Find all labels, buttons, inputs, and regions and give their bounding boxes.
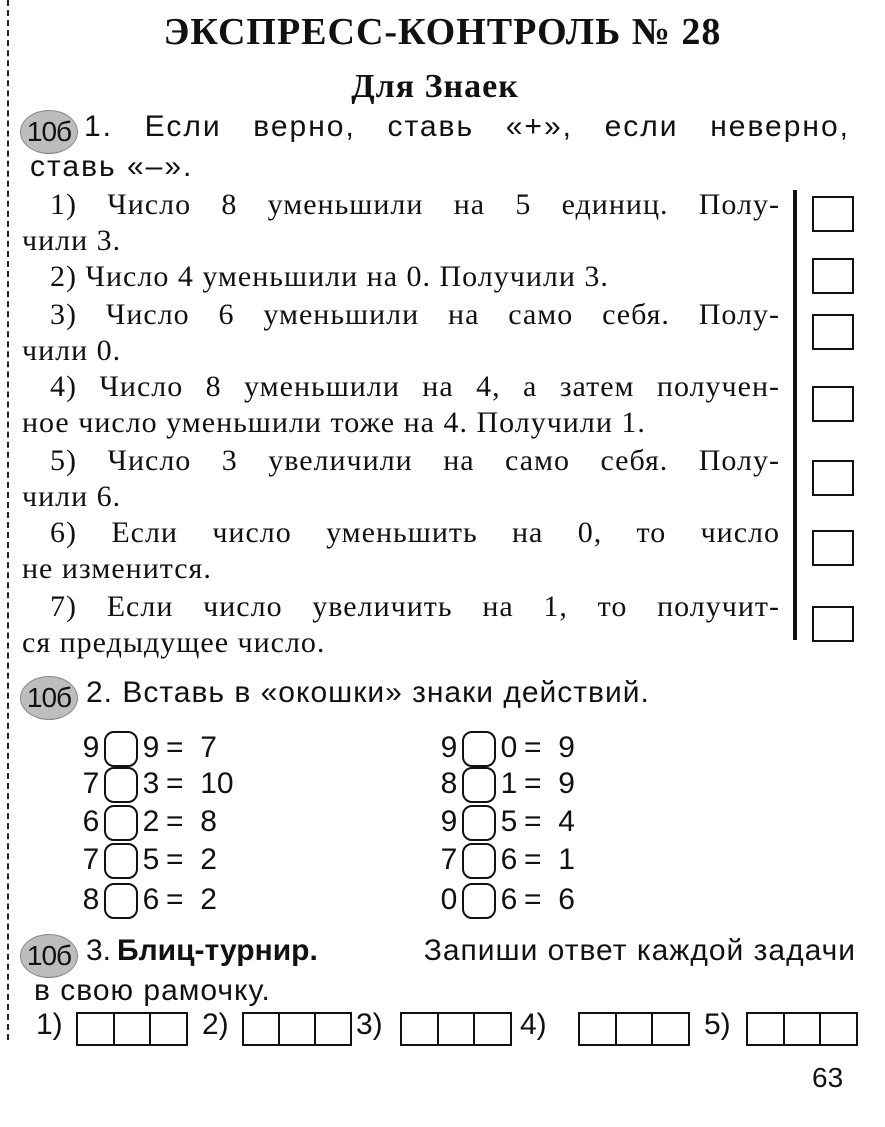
page-subtitle: Для Знаек	[351, 68, 519, 105]
task1-item-7-cont: ся предыдущее число.	[22, 626, 326, 659]
answer-checkbox-6[interactable]	[812, 530, 854, 566]
task3-prompt	[86, 934, 856, 968]
task1-item-1: 1) Число 8 уменьшили на 5 единиц. Полу-	[50, 188, 780, 221]
equation-left-1	[80, 730, 217, 766]
operator-slot[interactable]	[104, 731, 138, 767]
task3-instruction-cont: в свою рамочку.	[34, 974, 271, 1007]
task3-instruction: Запиши ответ каждой задачи	[423, 934, 856, 967]
equation-left-4	[80, 842, 217, 878]
operator-slot[interactable]	[104, 767, 138, 803]
operand-b: 6	[142, 883, 160, 916]
answer-checkbox-7[interactable]	[812, 606, 854, 642]
page-title: ЭКСПРЕСС-КОНТРОЛЬ № 28	[163, 11, 722, 53]
task1-item-6: 6) Если число уменьшить на 0, то число	[50, 516, 780, 549]
task1-item-5: 5) Число 3 увеличили на само себя. Полу-	[50, 444, 780, 477]
operand-b: 5	[142, 843, 160, 876]
answer-checkbox-1[interactable]	[812, 196, 854, 232]
operand-b: 6	[500, 843, 518, 876]
answer-frame-1[interactable]	[76, 1012, 188, 1046]
answer-label-3: 3)	[356, 1008, 383, 1041]
equation-right-4	[438, 842, 575, 878]
equation-right-2	[438, 766, 575, 802]
answer-label-5: 5)	[704, 1008, 731, 1041]
equation-result: = 7	[166, 731, 217, 764]
operand-a: 9	[82, 731, 100, 764]
equation-result: = 1	[524, 843, 575, 876]
answer-label-1: 1)	[36, 1008, 63, 1041]
equation-left-3	[80, 804, 217, 840]
equation-result: = 10	[166, 767, 234, 800]
operand-b: 3	[142, 767, 160, 800]
operand-a: 8	[440, 767, 458, 800]
task1-item-2: 2) Число 4 уменьшили на 0. Получили 3.	[50, 260, 609, 293]
answer-checkbox-4[interactable]	[812, 386, 854, 422]
task1-prompt: 1. Если верно, ставь «+», если неверно,	[84, 110, 850, 143]
operand-a: 8	[82, 883, 100, 916]
answer-label-2: 2)	[202, 1008, 229, 1041]
equation-right-1	[438, 730, 575, 766]
equation-left-5	[80, 882, 217, 918]
answer-checkbox-3[interactable]	[812, 314, 854, 350]
operand-a: 9	[440, 731, 458, 764]
task1-item-3: 3) Число 6 уменьшили на само себя. Полу-	[50, 298, 780, 331]
task1-item-1-cont: чили 3.	[22, 224, 122, 257]
task1-item-4: 4) Число 8 уменьшили на 4, а затем получен-	[50, 370, 780, 403]
equation-result: = 9	[524, 731, 575, 764]
operator-slot[interactable]	[104, 805, 138, 841]
operand-b: 0	[500, 731, 518, 764]
operator-slot[interactable]	[104, 843, 138, 879]
answer-frame-2[interactable]	[242, 1012, 352, 1046]
answer-label-4: 4)	[520, 1008, 547, 1041]
task1-item-7: 7) Если число увеличить на 1, то получит-	[50, 590, 780, 623]
answer-checkbox-2[interactable]	[812, 258, 854, 294]
operator-slot[interactable]	[462, 805, 496, 841]
task1-item-4-cont: ное число уменьшили тоже на 4. Получили 1.	[22, 406, 646, 439]
page-number: 63	[812, 1062, 844, 1093]
score-badge: 10б	[20, 934, 78, 978]
answer-frame-4[interactable]	[578, 1012, 690, 1046]
equation-result: = 6	[524, 883, 575, 916]
equation-result: = 2	[166, 883, 217, 916]
equation-left-2	[80, 766, 234, 802]
equation-result: = 9	[524, 767, 575, 800]
answer-frame-3[interactable]	[400, 1012, 512, 1046]
answer-column-divider	[793, 190, 797, 640]
cut-line	[7, 0, 9, 1040]
operand-a: 6	[82, 805, 100, 838]
task1-prompt-cont: ставь «–».	[30, 150, 194, 183]
operator-slot[interactable]	[104, 883, 138, 919]
operand-a: 7	[440, 843, 458, 876]
score-badge: 10б	[20, 676, 78, 720]
task1-item-5-cont: чили 6.	[22, 480, 122, 513]
answer-frame-5[interactable]	[746, 1012, 858, 1046]
task3-number: 3.	[86, 934, 112, 967]
equation-result: = 4	[524, 805, 575, 838]
operand-a: 9	[440, 805, 458, 838]
operand-a: 7	[82, 767, 100, 800]
operator-slot[interactable]	[462, 731, 496, 767]
operator-slot[interactable]	[462, 767, 496, 803]
operand-b: 6	[500, 883, 518, 916]
equation-right-5	[438, 882, 575, 918]
operator-slot[interactable]	[462, 843, 496, 879]
operator-slot[interactable]	[462, 883, 496, 919]
score-badge: 10б	[20, 110, 78, 154]
operand-b: 9	[142, 731, 160, 764]
answer-checkbox-5[interactable]	[812, 460, 854, 496]
operand-b: 5	[500, 805, 518, 838]
equation-right-3	[438, 804, 575, 840]
operand-b: 2	[142, 805, 160, 838]
equation-result: = 2	[166, 843, 217, 876]
task1-item-6-cont: не изменится.	[22, 552, 212, 585]
operand-a: 0	[440, 883, 458, 916]
task3-title: Блиц-турнир.	[117, 934, 318, 967]
operand-a: 7	[82, 843, 100, 876]
equation-result: = 8	[166, 805, 217, 838]
task1-item-3-cont: чили 0.	[22, 334, 122, 367]
operand-b: 1	[500, 767, 518, 800]
task2-prompt: 2. Вставь в «окошки» знаки действий.	[86, 676, 650, 709]
